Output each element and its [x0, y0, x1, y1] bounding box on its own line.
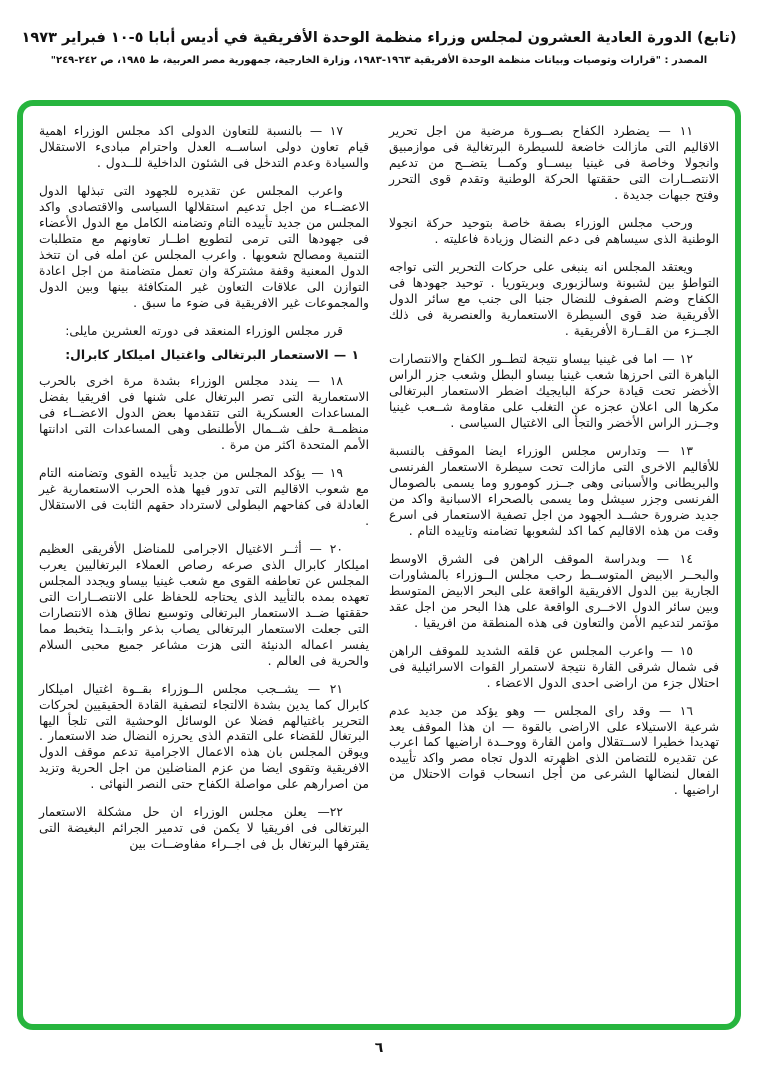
paragraph-20: ٢٠ — أثــر الاغتيال الاجرامى للمناضل الأفريقى العظيم اميلكار كابرال الذى صرعه رصاص العملاء البرتغاليين يعرب المجلس عن تعاطفه القوى مع شعب غينيا بيساو ويجدد المجلس تعهده بمده بالتأييد الذى يحتاجه للحفاظ على الانتصــارات التى حققتها ضــد الاستعمار البرتغالى وتوسيع نطاق هذه الانتصارات التى جعلت الاستعمار البرتغالى يصاب بذعر وابتــدا يتخبط مما يفسر اعماله الدنيئة التى هزت مشاعر جميع محبى السلام والحرية فى العالم .: [39, 541, 369, 668]
document-source-line: المصدر : "قرارات وتوصيات وبيانات منظمة الوحدة الأفريقية ١٩٦٣-١٩٨٣، وزارة الخارجية، جمهورية مصر العربية، ط ١٩٨٥، ص ٢٤٢-٢٤٩": [50, 55, 708, 66]
document-header: [0, 0, 758, 66]
right-column: [389, 124, 719, 1016]
document-title: (تابع) الدورة العادية العشرون لمجلس وزراء منظمة الوحدة الأفريقية في أديس أبابا ٥-١٠ فبراير ١٩٧٣: [21, 30, 737, 46]
page-number: ٦: [374, 1040, 384, 1056]
paragraph-14: ١٤ — وبدراسة الموقف الراهن فى الشرق الاوسط والبحــر الابيض المتوســط رحب مجلس الــوزراء بالمشاورات الجارية بين الدول الافريقية الواقعة على البحر الابيض المتوسط وبين سائر الدول الاخــرى الواقعة على هذا البحر من اجل عقد مؤتمر لتدعيم الأمن والتعاون فى هذه المنطقة من افريقيا .: [389, 551, 719, 630]
paragraph-11: ١١ — يضطرد الكفاح بصــورة مرضية من اجل تحرير الاقاليم التى مازالت خاضعة للسيطرة البرتغالية فى موازمبيق وانجولا وخاصة فى غينيا بيســاو وكمــا يتضــح من تدعيم الانتصــارات التى حققتها الحركة الوطنية وتقدم قوى التحرر وفتح جبهات جديدة .: [389, 124, 719, 202]
section-heading-portuguese-colonialism: ١ — الاستعمار البرتغالى واغتيال اميلكار كابرال:: [65, 347, 359, 362]
paragraph-11-belief: ويعتقد المجلس انه ينبغى على حركات التحرير التى تواجه التواطؤ بين لشبونة وسالزبورى وبريتوريا . توحيد جهودها فى الكفاح وضم الصفوف للنضال جنبا الى جنب مع سائر الدول الأفريقية ضد قوى السيطرة الاستعمارية والعنصرية فى ذلك الجــزء من القــارة الأفريقية .: [389, 259, 719, 338]
paragraph-15: ١٥ — واعرب المجلس عن قلقه الشديد للموقف الراهن فى شمال شرقى القارة نتيجة لاستمرار القوات الاسرائيلية فى احتلال جزء من اراضى احدى الدول الاعضاء .: [389, 643, 719, 690]
paragraph-21: ٢١ — يشــجب مجلس الــوزراء بقــوة اغتيال اميلكار كابرال كما يدين بشدة الالتجاء لتصفية القادة الحقيقيين لحركات التحرير باغتيالهم فضلا عن الوسائل الوحشية التى تلجأ اليها البرتغال للقضاء على التقدم الذى يحرزه النضال ضد الاستعمار . ويوقن المجلس بان هذه الاعمال الاجرامية تدعم موقف الدول الافريقية وتقوى ايضا من عزم المناضلين من اجل الحرية وتزيد من اصرارهم على مواصلة الكفاح حتى النصر النهائى .: [39, 681, 369, 792]
paragraph-11-welcome: ورحب مجلس الوزراء بصفة خاصة بتوحيد حركة انجولا الوطنية الذى سيساهم فى دعم النضال وزيادة فاعليته .: [389, 215, 719, 246]
paragraph-16: ١٦ — وقد راى المجلس — وهو يؤكد من جديد عدم شرعية الاستيلاء على الاراضى بالقوة — ان هذا الموقف يعد تهديدا خطيرا لاســتقلال وامن القارة ووحــدة اراضيها كما اعرب عن تقديره للتضامن الذى اظهرته الدول تجاه مصر واكد تأييده الفعال لنضالها الشرعى من أجل انسحاب قوات الاحتلال من اراضيها .: [389, 703, 719, 798]
paragraph-17-appreciation: واعرب المجلس عن تقديره للجهود التى تبذلها الدول الاعضــاء من اجل تدعيم استقلالها السياسى والاقتصادى واكد المجلس من جديد تأييده التام وتضامنه الكامل مع الدول الأعضاء فى جهودها التى ترمى لتطويع اطــار تعاونهم مع متطلبات التنمية ومصالح شعوبها . واعرب المجلس عن امله فى ان تتخذ الدول المعنية وقفة مشتركة وان تعمل متضامنة من اجل اعادة التوازن الى علاقات التعاون غير المتكافئة بينها وبين الدول والمجموعات غير الافريقية فى ضوء ما سبق .: [39, 183, 369, 310]
paragraph-18: ١٨ — يندد مجلس الوزراء بشدة مرة اخرى بالحرب الاستعمارية التى تصر البرتغال على شنها فى افريقيا بفضل المساعدات العسكرية التى تتقدمها بعض الدول الاعضــاء فى منظمــة حلف شــمال الأطلنطى وهى المساعدات التى ادانتها الأمم المتحدة اكثر من مرة .: [39, 373, 369, 452]
paragraph-13: ١٣ — وتدارس مجلس الوزراء ايضا الموقف بالنسبة للأقاليم الاخرى التى مازالت تحت سيطرة الاستعمار الفرنسى والبريطانى والأسبانى وهى جــزر كومورو وما يسمى بالصومال الفرنسى وجزر سيشل وما يسمى بالصحراء الاسبانية واكد من جديد ضرورة حشــد الجهود من اجل تصفية الاستعمار فى اسرع وقت من هذه الاقاليم كما اكد لشعوبها تضامنه وتاييده التام .: [389, 443, 719, 538]
paragraph-12: ١٢ — اما فى غينيا بيساو نتيجة لتطــور الكفاح والانتصارات الباهرة التى احرزها شعب غينيا بيساو البطل وشعب جزر الراس الأخضر تحت قيادة حركة البايجيك اضطر الاستعمار البرتغالى مكرها الى اعلان عجزه عن التغلب على مقاومة شــعب غينيا وجــزر الراس الأخضر والتجأ الى الاغتيال السياسى .: [389, 351, 719, 430]
left-column: [39, 124, 369, 1016]
paragraph-17: ١٧ — بالنسبة للتعاون الدولى اكد مجلس الوزراء اهمية قيام تعاون دولى اساســه العدل واحترام مبادىء الاستقلال والسيادة وعدم التدخل فى الشئون الداخلية للــدول .: [39, 124, 369, 170]
green-border-content-box: [17, 100, 741, 1030]
paragraph-19: ١٩ — يؤكد المجلس من جديد تأييده القوى وتضامنه التام مع شعوب الاقاليم التى تدور فيها هذه الحرب الاستعمارية غير العادلة فى كفاحهم البطولى لاسترداد حقهم الثابت فى الاستقلال .: [39, 465, 369, 528]
two-column-layout: [39, 124, 719, 1016]
council-decision-intro: قرر مجلس الوزراء المنعقد فى دورته العشرين مايلى:: [65, 323, 343, 338]
paragraph-22: ٢٢— يعلن مجلس الوزراء ان حل مشكلة الاستعمار البرتغالى فى افريقيا لا يكمن فى تدمير الجرائم البغيضة التى يقترفها البرتغال بل فى اجــراء مفاوضــات بين: [39, 805, 369, 852]
